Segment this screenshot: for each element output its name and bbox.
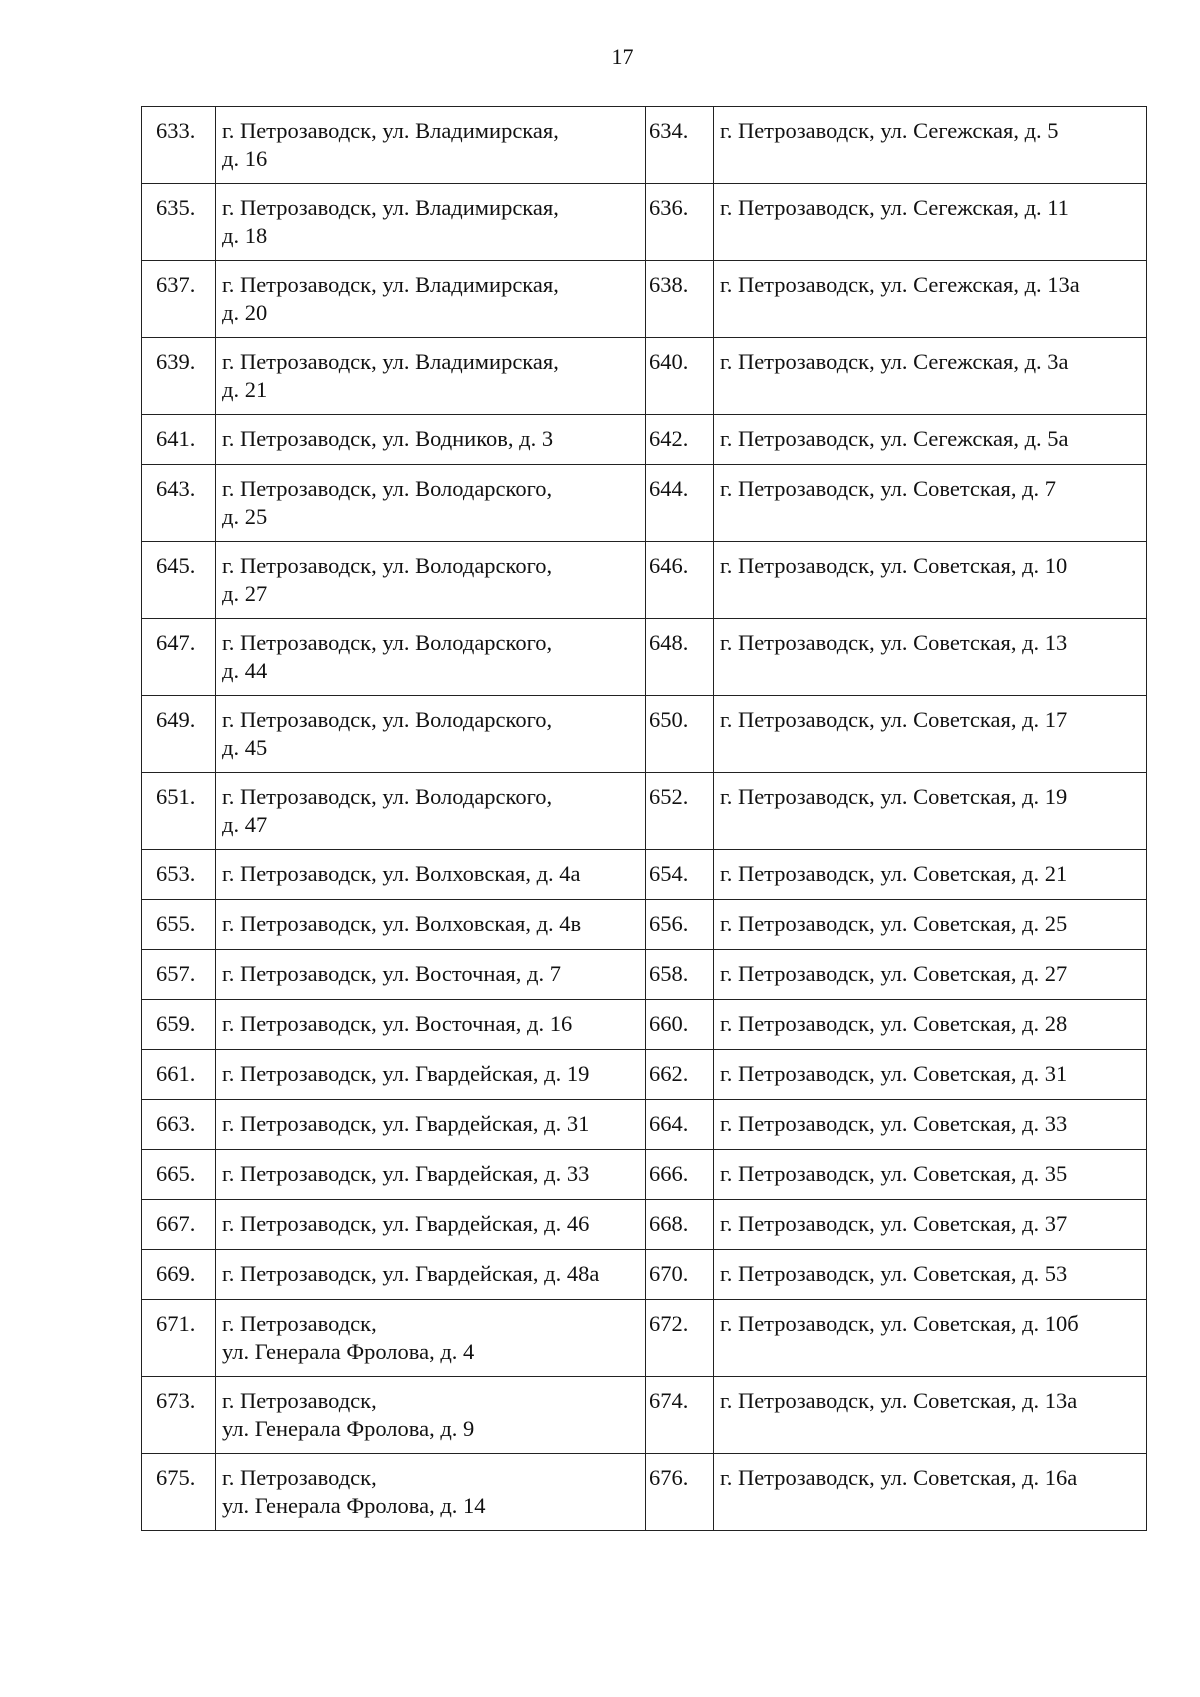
left-item-number: 647. xyxy=(142,619,216,696)
address-line: г. Петрозаводск, ул. Восточная, д. 7 xyxy=(222,961,561,986)
address-line: г. Петрозаводск, ул. Сегежская, д. 5 xyxy=(720,118,1059,143)
address-line: г. Петрозаводск, ул. Советская, д. 19 xyxy=(720,784,1068,809)
right-item-number: 658. xyxy=(646,950,714,1000)
left-item-number: 633. xyxy=(142,107,216,184)
address-line: д. 27 xyxy=(222,581,268,606)
address-table xyxy=(141,106,1147,1531)
address-line: д. 18 xyxy=(222,223,268,248)
right-item-number: 664. xyxy=(646,1100,714,1150)
right-item-number: 670. xyxy=(646,1250,714,1300)
address-line: г. Петрозаводск, ул. Восточная, д. 16 xyxy=(222,1011,573,1036)
left-item-number: 663. xyxy=(142,1100,216,1150)
left-item-number: 637. xyxy=(142,261,216,338)
table-row xyxy=(142,1377,1147,1454)
right-address xyxy=(714,542,1147,619)
address-line: г. Петрозаводск, ул. Советская, д. 10б xyxy=(720,1311,1079,1336)
address-line: д. 47 xyxy=(222,812,268,837)
address-line: г. Петрозаводск, ул. Володарского, xyxy=(222,784,553,809)
address-line: г. Петрозаводск, ул. Советская, д. 31 xyxy=(720,1061,1068,1086)
table-row xyxy=(142,1000,1147,1050)
address-line: д. 45 xyxy=(222,735,268,760)
address-line: г. Петрозаводск, ул. Советская, д. 21 xyxy=(720,861,1068,886)
address-line: г. Петрозаводск, ул. Советская, д. 7 xyxy=(720,476,1057,501)
address-line: г. Петрозаводск, ул. Гвардейская, д. 19 xyxy=(222,1061,590,1086)
right-item-number: 668. xyxy=(646,1200,714,1250)
address-line: ул. Генерала Фролова, д. 14 xyxy=(222,1493,486,1518)
right-address xyxy=(714,1000,1147,1050)
table-row xyxy=(142,1250,1147,1300)
address-line: г. Петрозаводск, ул. Советская, д. 35 xyxy=(720,1161,1068,1186)
table-row xyxy=(142,900,1147,950)
address-line: г. Петрозаводск, ул. Гвардейская, д. 46 xyxy=(222,1211,590,1236)
address-line: г. Петрозаводск, ул. Советская, д. 33 xyxy=(720,1111,1068,1136)
right-address xyxy=(714,1150,1147,1200)
address-line: г. Петрозаводск, ул. Советская, д. 28 xyxy=(720,1011,1068,1036)
address-line: г. Петрозаводск, ул. Сегежская, д. 11 xyxy=(720,195,1069,220)
left-item-number: 659. xyxy=(142,1000,216,1050)
left-address xyxy=(216,1377,646,1454)
table-row xyxy=(142,1150,1147,1200)
address-line: г. Петрозаводск, ул. Сегежская, д. 3а xyxy=(720,349,1069,374)
address-line: г. Петрозаводск, xyxy=(222,1388,377,1413)
right-item-number: 638. xyxy=(646,261,714,338)
right-address xyxy=(714,696,1147,773)
table-row xyxy=(142,338,1147,415)
address-line: г. Петрозаводск, ул. Советская, д. 13 xyxy=(720,630,1068,655)
left-item-number: 661. xyxy=(142,1050,216,1100)
table-row xyxy=(142,1100,1147,1150)
address-line: г. Петрозаводск, ул. Советская, д. 17 xyxy=(720,707,1068,732)
table-row xyxy=(142,184,1147,261)
page-number: 17 xyxy=(611,44,634,69)
left-item-number: 671. xyxy=(142,1300,216,1377)
left-item-number: 643. xyxy=(142,465,216,542)
left-address xyxy=(216,184,646,261)
address-line: г. Петрозаводск, ул. Советская, д. 13а xyxy=(720,1388,1078,1413)
right-address xyxy=(714,415,1147,465)
right-address xyxy=(714,1100,1147,1150)
left-address xyxy=(216,900,646,950)
address-line: г. Петрозаводск, ул. Волховская, д. 4в xyxy=(222,911,582,936)
right-item-number: 666. xyxy=(646,1150,714,1200)
left-address xyxy=(216,1150,646,1200)
right-item-number: 642. xyxy=(646,415,714,465)
address-table-body xyxy=(142,107,1147,1531)
left-address xyxy=(216,619,646,696)
address-line: г. Петрозаводск, ул. Володарского, xyxy=(222,707,553,732)
address-line: г. Петрозаводск, ул. Волховская, д. 4а xyxy=(222,861,581,886)
address-line: г. Петрозаводск, ул. Владимирская, xyxy=(222,195,559,220)
table-row xyxy=(142,950,1147,1000)
address-line: г. Петрозаводск, ул. Владимирская, xyxy=(222,118,559,143)
left-address xyxy=(216,1250,646,1300)
table-row xyxy=(142,773,1147,850)
address-line: д. 21 xyxy=(222,377,268,402)
right-address xyxy=(714,338,1147,415)
left-address xyxy=(216,338,646,415)
address-line: д. 25 xyxy=(222,504,268,529)
right-address xyxy=(714,619,1147,696)
left-item-number: 673. xyxy=(142,1377,216,1454)
right-address xyxy=(714,1200,1147,1250)
right-item-number: 656. xyxy=(646,900,714,950)
address-line: г. Петрозаводск, ул. Володарского, xyxy=(222,630,553,655)
address-line: г. Петрозаводск, ул. Гвардейская, д. 31 xyxy=(222,1111,590,1136)
right-address xyxy=(714,1250,1147,1300)
left-address xyxy=(216,1200,646,1250)
right-address xyxy=(714,1377,1147,1454)
left-address xyxy=(216,850,646,900)
table-row xyxy=(142,261,1147,338)
address-line: д. 44 xyxy=(222,658,268,683)
right-item-number: 672. xyxy=(646,1300,714,1377)
right-address xyxy=(714,184,1147,261)
right-address xyxy=(714,107,1147,184)
address-line: г. Петрозаводск, ул. Советская, д. 27 xyxy=(720,961,1068,986)
left-address xyxy=(216,1050,646,1100)
right-address xyxy=(714,1454,1147,1531)
table-row xyxy=(142,1300,1147,1377)
left-item-number: 675. xyxy=(142,1454,216,1531)
address-line: г. Петрозаводск, ул. Советская, д. 10 xyxy=(720,553,1068,578)
right-item-number: 646. xyxy=(646,542,714,619)
address-line: г. Петрозаводск, ул. Владимирская, xyxy=(222,349,559,374)
left-address xyxy=(216,696,646,773)
address-line: г. Петрозаводск, ул. Гвардейская, д. 48а xyxy=(222,1261,600,1286)
address-line: ул. Генерала Фролова, д. 9 xyxy=(222,1416,475,1441)
right-address xyxy=(714,465,1147,542)
right-item-number: 640. xyxy=(646,338,714,415)
left-item-number: 641. xyxy=(142,415,216,465)
table-row xyxy=(142,415,1147,465)
right-item-number: 644. xyxy=(646,465,714,542)
address-line: г. Петрозаводск, ул. Советская, д. 53 xyxy=(720,1261,1068,1286)
address-line: д. 16 xyxy=(222,146,268,171)
address-line: д. 20 xyxy=(222,300,268,325)
left-item-number: 653. xyxy=(142,850,216,900)
left-address xyxy=(216,1300,646,1377)
address-line: г. Петрозаводск, ул. Советская, д. 37 xyxy=(720,1211,1068,1236)
left-item-number: 657. xyxy=(142,950,216,1000)
left-address xyxy=(216,542,646,619)
right-item-number: 634. xyxy=(646,107,714,184)
table-row xyxy=(142,850,1147,900)
left-item-number: 651. xyxy=(142,773,216,850)
address-line: ул. Генерала Фролова, д. 4 xyxy=(222,1339,475,1364)
left-item-number: 669. xyxy=(142,1250,216,1300)
address-line: г. Петрозаводск, ул. Володарского, xyxy=(222,476,553,501)
address-line: г. Петрозаводск, ул. Водников, д. 3 xyxy=(222,426,554,451)
left-address xyxy=(216,465,646,542)
table-row xyxy=(142,542,1147,619)
left-item-number: 649. xyxy=(142,696,216,773)
left-item-number: 665. xyxy=(142,1150,216,1200)
right-item-number: 662. xyxy=(646,1050,714,1100)
right-item-number: 674. xyxy=(646,1377,714,1454)
right-item-number: 654. xyxy=(646,850,714,900)
right-item-number: 648. xyxy=(646,619,714,696)
right-address xyxy=(714,1300,1147,1377)
right-item-number: 660. xyxy=(646,1000,714,1050)
right-address xyxy=(714,261,1147,338)
right-item-number: 676. xyxy=(646,1454,714,1531)
table-row xyxy=(142,696,1147,773)
address-line: г. Петрозаводск, ул. Советская, д. 25 xyxy=(720,911,1068,936)
right-address xyxy=(714,773,1147,850)
left-address xyxy=(216,415,646,465)
table-row xyxy=(142,1050,1147,1100)
address-line: г. Петрозаводск, ул. Сегежская, д. 5а xyxy=(720,426,1069,451)
right-address xyxy=(714,1050,1147,1100)
address-line: г. Петрозаводск, xyxy=(222,1311,377,1336)
right-item-number: 650. xyxy=(646,696,714,773)
right-address xyxy=(714,850,1147,900)
address-line: г. Петрозаводск, ул. Владимирская, xyxy=(222,272,559,297)
address-line: г. Петрозаводск, xyxy=(222,1465,377,1490)
table-row xyxy=(142,1454,1147,1531)
left-address xyxy=(216,107,646,184)
left-address xyxy=(216,950,646,1000)
left-address xyxy=(216,261,646,338)
left-address xyxy=(216,1100,646,1150)
left-item-number: 635. xyxy=(142,184,216,261)
left-item-number: 655. xyxy=(142,900,216,950)
left-address xyxy=(216,1454,646,1531)
table-row xyxy=(142,107,1147,184)
right-address xyxy=(714,900,1147,950)
left-item-number: 639. xyxy=(142,338,216,415)
left-address xyxy=(216,773,646,850)
left-item-number: 667. xyxy=(142,1200,216,1250)
address-line: г. Петрозаводск, ул. Советская, д. 16а xyxy=(720,1465,1078,1490)
table-row xyxy=(142,465,1147,542)
right-item-number: 636. xyxy=(646,184,714,261)
right-item-number: 652. xyxy=(646,773,714,850)
address-line: г. Петрозаводск, ул. Гвардейская, д. 33 xyxy=(222,1161,590,1186)
address-line: г. Петрозаводск, ул. Володарского, xyxy=(222,553,553,578)
address-line: г. Петрозаводск, ул. Сегежская, д. 13а xyxy=(720,272,1080,297)
left-address xyxy=(216,1000,646,1050)
table-row xyxy=(142,1200,1147,1250)
table-row xyxy=(142,619,1147,696)
right-address xyxy=(714,950,1147,1000)
left-item-number: 645. xyxy=(142,542,216,619)
